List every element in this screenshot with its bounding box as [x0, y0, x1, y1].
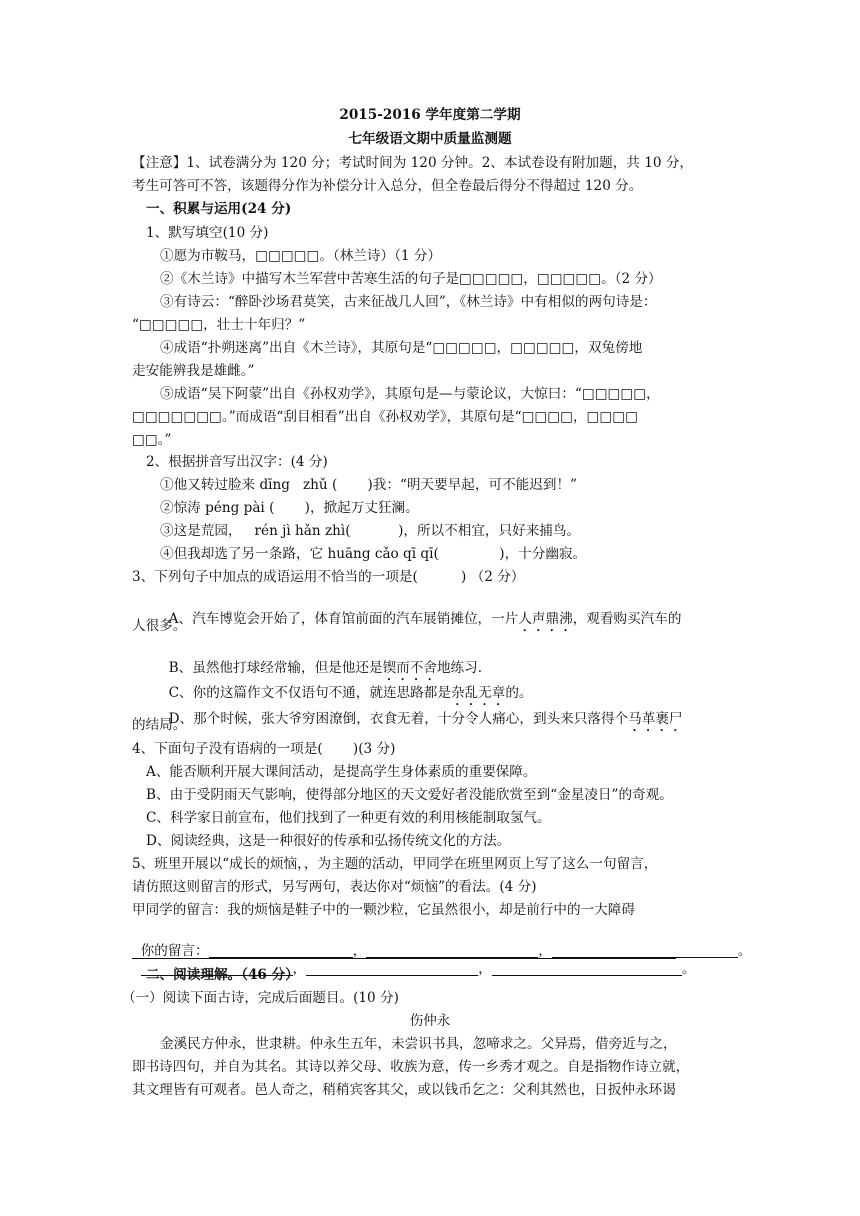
q2-title: 2、根据拼音写出汉字：(4 分) — [146, 454, 328, 470]
q5-comma-1: ， — [352, 943, 367, 959]
q5-example: 甲同学的留言：我的烦恼是鞋子中的一颗沙粒，它虽然很小，却是前行中的一大障碍 — [132, 902, 635, 918]
q5-period-1: 。 — [737, 943, 752, 959]
q1-item-4: ④成语“扑朔迷离”出自《木兰诗》，其原句是“□□□□□，□□□□□，双兔傍地 — [160, 340, 643, 356]
q5-prompt-line-2: 请仿照这则留言的形式，另写两句，表达你对“烦恼”的看法。(4 分) — [132, 879, 537, 895]
section-2-heading: 二、阅读理解。（46 分） — [146, 967, 299, 983]
q5-comma-3: ， — [292, 961, 307, 977]
q4-title: 4、下面句子没有语病的一项是( )(3 分) — [132, 741, 396, 757]
q4-option-c: C、科学家日前宣布，他们找到了一种更有效的利用核能制取氢气。 — [146, 810, 551, 826]
q5-answer-blank-5[interactable] — [306, 961, 478, 976]
q1-item-4-cont: 走安能辨我是雄雌。” — [132, 363, 255, 379]
q3-option-d-text: D、那个时候，张大爷穷困潦倒，衣食无着，十分令人痛心，到头来只落得个 — [168, 711, 629, 727]
q3-option-c-idiom: 杂乱无章 — [450, 685, 506, 701]
q5-comma-4: ， — [478, 961, 492, 977]
q1-item-5-cont: □□□□□□□。”而成语“刮目相看”出自《孙权劝学》，其原句是“□□□□，□□□□ — [132, 409, 638, 425]
q1-item-5-end: □□。” — [132, 432, 172, 448]
notice-line-2: 考生可答可不答，该题得分作为补偿分计入总分，但全卷最后得分不得超过 120 分。 — [132, 178, 643, 194]
q3-option-d-idiom: 马革裹尸 — [628, 711, 683, 727]
q3-title: 3、下列句子中加点的成语运用不恰当的一项是( ) （2 分） — [132, 569, 525, 585]
q2-item-3: ③这是荒园， rén jì hǎn zhì( )，所以不相宜，只好来捕鸟。 — [160, 523, 581, 539]
q3-option-d-cont: 的结局。 — [132, 717, 187, 733]
q3-option-a-cont: 人很多。 — [132, 618, 187, 634]
q1-item-5: ⑤成语“吴下阿蒙”出自《孙权劝学》，其原句是—与蒙论议，大惊曰：“□□□□□， — [160, 386, 660, 402]
notice-line-1: 【注意】1、试卷满分为 120 分；考试时间为 120 分钟。2、本试卷设有附加题，共 10 分， — [132, 155, 694, 171]
section-1-heading: 一、积累与运用(24 分) — [146, 201, 292, 217]
q1-item-3: ③有诗云：“醉卧沙场君莫笑，古来征战几人回”，《林兰诗》中有相似的两句诗是： — [160, 294, 657, 310]
q2-item-1: ①他又转过脸来 dīng zhǔ ( )我：“明天要早起，可不能迟到！” — [160, 477, 578, 493]
exam-title: 七年级语文期中质量监测题 — [348, 131, 512, 147]
exam-term-title: 2015-2016 学年度第二学期 — [339, 107, 521, 123]
q3-option-a — [160, 592, 681, 635]
q1-item-1: ①愿为市鞍马，□□□□□。（林兰诗）（1 分） — [160, 248, 442, 264]
q5-answer-label: 你的留言： — [140, 943, 209, 959]
q3-option-c-text-end: 的。 — [505, 685, 533, 701]
q3-option-b-idiom: 锲而不舍 — [382, 660, 437, 676]
q3-option-d — [160, 692, 683, 735]
q5-bottom-rule — [132, 958, 676, 959]
q3-option-c-text: C、你的这篇作文不仅语句不通，就连思路都是 — [168, 685, 451, 701]
q3-option-b-text-end: 地练习. — [436, 660, 483, 676]
q3-option-a-text-end: ，观看购买汽车的 — [572, 611, 682, 627]
q4-option-a: A、能否顺利开展大课间活动，是提高学生身体素质的重要保障。 — [146, 764, 537, 780]
passage-line-3: 其文理皆有可观者。邑人奇之，稍稍宾客其父，或以钱币乞之：父利其然也，日扳仲永环谒 — [132, 1082, 676, 1098]
q2-item-2: ②惊涛 péng pài ( )，掀起万丈狂澜。 — [160, 500, 419, 516]
passage-title: 伤仲永 — [409, 1013, 451, 1029]
section-2-sub-1: （一）阅读下面古诗，完成后面题目。(10 分) — [122, 990, 399, 1006]
q1-item-3-cont: “□□□□□，壮士十年归？” — [132, 317, 306, 333]
passage-line-2: 即书诗四句，并自为其名。其诗以养父母、收族为意，传一乡秀才观之。自是指物作诗立就， — [132, 1059, 690, 1075]
q3-option-a-text: A、汽车博览会开始了，体育馆前面的汽车展销摊位，一片 — [168, 611, 519, 627]
q3-option-b-text: B、虽然他打球经常输，但是他还是 — [168, 660, 383, 676]
q1-title: 1、默写填空(10 分) — [146, 225, 269, 241]
q4-option-b: B、由于受阴雨天气影响，使得部分地区的天文爱好者没能欣赏至到“金星凌日”的奇观。 — [146, 787, 673, 803]
q5-answer-blank-6[interactable] — [492, 961, 682, 976]
q5-prompt-line-1: 5、班里开展以“成长的烦恼，，为主题的活动，甲同学在班里网页上写了这么一句留言， — [132, 856, 658, 872]
q1-item-2: ②《木兰诗》中描写木兰军营中苦寒生活的句子是□□□□□，□□□□□。（2 分） — [160, 271, 662, 287]
q2-item-4: ④但我却选了另一条路，它 huāng cǎo qī qī( )，十分幽寂。 — [160, 546, 587, 562]
q4-option-d: D、阅读经典，这是一种很好的传承和弘扬传统文化的方法。 — [146, 833, 511, 849]
q5-period-2: 。 — [681, 961, 696, 977]
q5-comma-2: ， — [538, 943, 552, 959]
q3-option-a-idiom: 人声鼎沸 — [518, 611, 573, 627]
passage-line-1: 金溪民方仲永，世隶耕。仲永生五年，未尝识书具，忽啼求之。父异焉，借旁近与之， — [160, 1036, 677, 1052]
